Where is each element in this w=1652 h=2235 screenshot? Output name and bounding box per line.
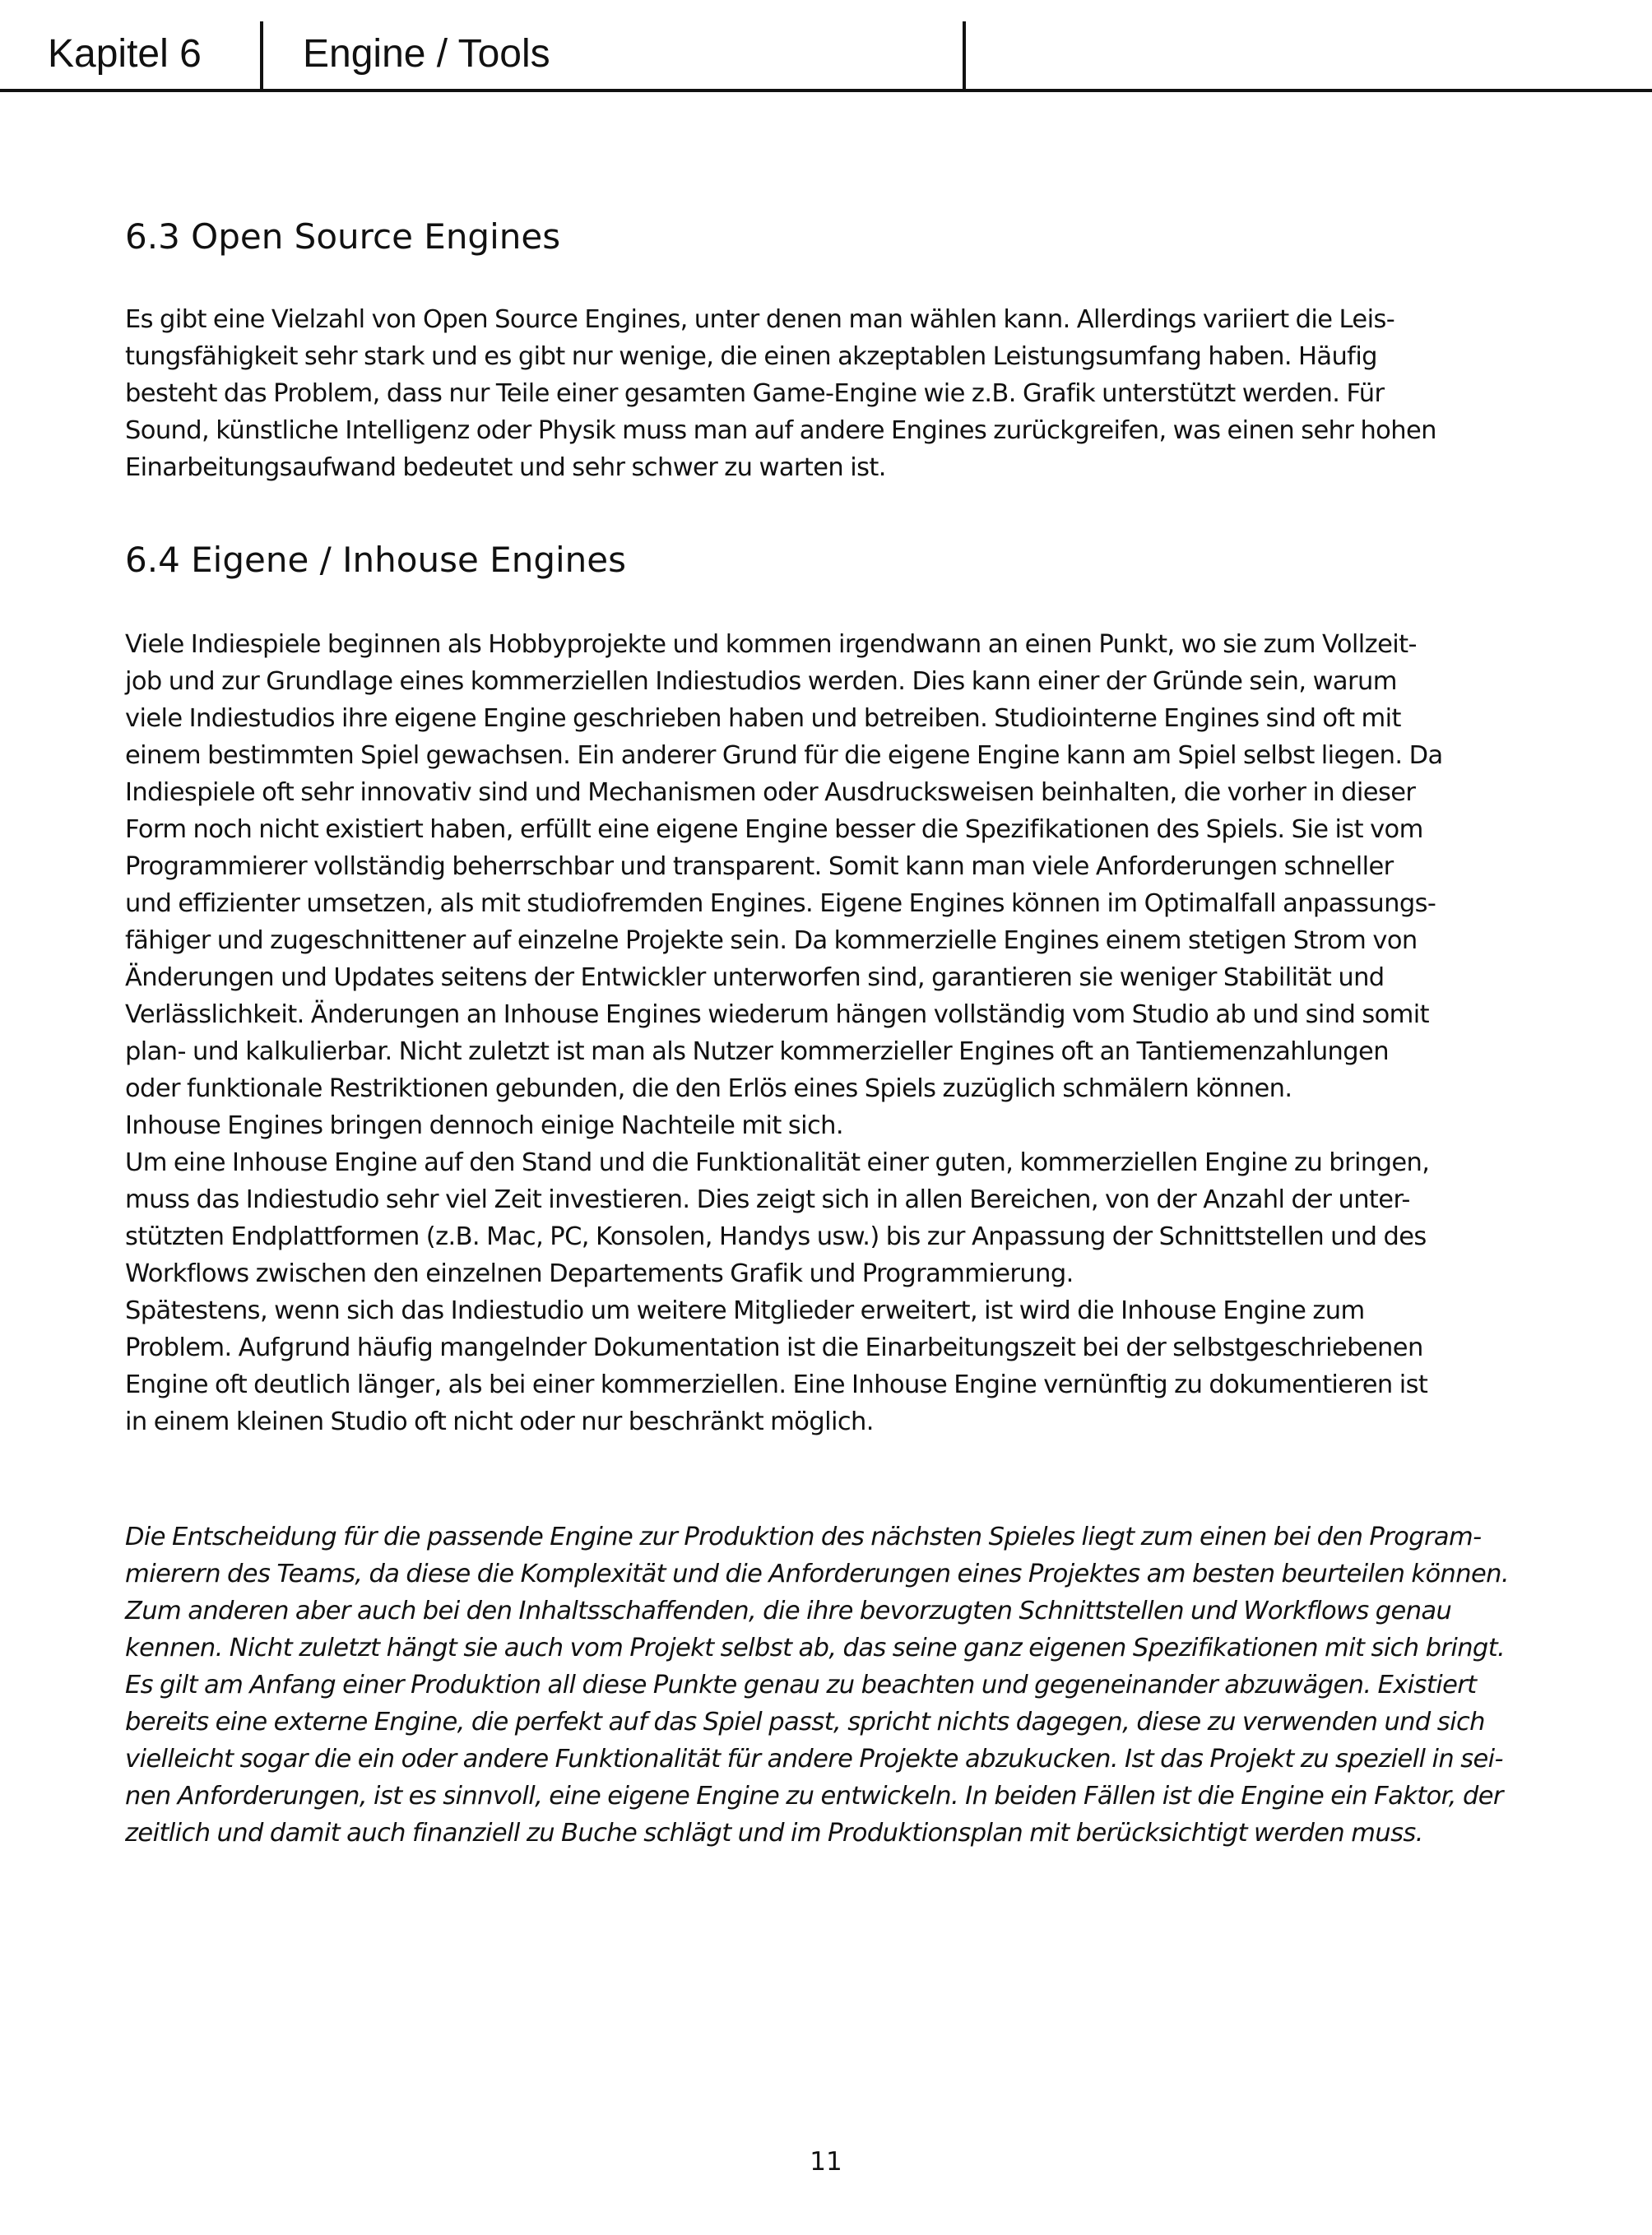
- text-line: besteht das Problem, dass nur Teile einer gesamten Game-Engine wie z.B. Grafik unterstützt werden. Für: [125, 379, 1385, 408]
- text-line: fähiger und zugeschnittener auf einzelne Projekte sein. Da kommerzielle Engines einem stetigen Strom von: [125, 926, 1418, 955]
- text-line: Es gibt eine Vielzahl von Open Source Engines, unter denen man wählen kann. Allerdings variiert die Leis-: [125, 305, 1395, 334]
- running-header: [0, 0, 1652, 92]
- text-line: kennen. Nicht zuletzt hängt sie auch vom Projekt selbst ab, das seine ganz eigenen Spezifikationen mit sich bringt.: [125, 1634, 1506, 1662]
- text-line: stützten Endplattformen (z.B. Mac, PC, Konsolen, Handys usw.) bis zur Anpassung der Schnittstellen und des: [125, 1222, 1427, 1251]
- text-line: muss das Indiestudio sehr viel Zeit investieren. Dies zeigt sich in allen Bereichen, von der Anzahl der unter-: [125, 1185, 1410, 1214]
- text-line: Zum anderen aber auch bei den Inhaltsschaffenden, die ihre bevorzugten Schnittstellen und Workflows genau: [125, 1597, 1452, 1625]
- text-line: Problem. Aufgrund häufig mangelnder Dokumentation ist die Einarbeitungszeit bei der selbstgeschriebenen: [125, 1333, 1423, 1362]
- paragraph-inhouse: [125, 626, 1527, 1440]
- text-line: Form noch nicht existiert haben, erfüllt eine eigene Engine besser die Spezifikationen des Spiels. Sie ist vom: [125, 815, 1423, 844]
- text-line: Inhouse Engines bringen dennoch einige Nachteile mit sich.: [125, 1111, 844, 1140]
- text-line: Um eine Inhouse Engine auf den Stand und die Funktionalität einer guten, kommerziellen Engine zu bringen,: [125, 1148, 1430, 1177]
- header-divider: [260, 21, 263, 92]
- text-line: Programmierer vollständig beherrschbar und transparent. Somit kann man viele Anforderungen schneller: [125, 852, 1394, 881]
- text-line: Die Entscheidung für die passende Engine zur Produktion des nächsten Spieles liegt zum einen bei den Program-: [125, 1523, 1482, 1551]
- text-line: Workflows zwischen den einzelnen Departements Grafik und Programmierung.: [125, 1259, 1074, 1288]
- paragraph-open-source: [125, 301, 1527, 486]
- page-number: 11: [810, 2147, 842, 2177]
- text-line: nen Anforderungen, ist es sinnvoll, eine eigene Engine zu entwickeln. In beiden Fällen ist die Engine ein Faktor, der: [125, 1782, 1503, 1811]
- text-line: Viele Indiespiele beginnen als Hobbyprojekte und kommen irgendwann an einen Punkt, wo sie zum Vollzeit-: [125, 630, 1417, 659]
- text-line: Verlässlichkeit. Änderungen an Inhouse Engines wiederum hängen vollständig vom Studio ab und sind somit: [125, 1000, 1430, 1029]
- text-line: bereits eine externe Engine, die perfekt auf das Spiel passt, spricht nichts dagegen, diese zu verwenden und sich: [125, 1708, 1485, 1737]
- text-line: plan- und kalkulierbar. Nicht zuletzt ist man als Nutzer kommerzieller Engines oft an Tantiemenzahlungen: [125, 1037, 1389, 1066]
- chapter-title: Engine / Tools: [303, 32, 550, 76]
- page-body: [125, 212, 1527, 1852]
- text-line: Engine oft deutlich länger, als bei einer kommerziellen. Eine Inhouse Engine vernünftig zu dokumentieren ist: [125, 1370, 1428, 1399]
- section-heading-open-source: 6.3 Open Source Engines: [125, 216, 561, 257]
- conclusion-paragraph: [125, 1519, 1527, 1852]
- text-line: Es gilt am Anfang einer Produktion all diese Punkte genau zu beachten und gegeneinander abzuwägen. Existiert: [125, 1671, 1477, 1699]
- text-line: mierern des Teams, da diese die Komplexität und die Anforderungen eines Projektes am besten beurteilen können.: [125, 1560, 1509, 1588]
- text-line: job und zur Grundlage eines kommerziellen Indiestudios werden. Dies kann einer der Gründe sein, warum: [125, 667, 1397, 696]
- section-heading-inhouse: 6.4 Eigene / Inhouse Engines: [125, 540, 626, 580]
- text-line: Spätestens, wenn sich das Indiestudio um weitere Mitglieder erweitert, ist wird die Inhouse Engine zum: [125, 1296, 1365, 1325]
- header-divider: [963, 21, 966, 92]
- text-line: Änderungen und Updates seitens der Entwickler unterworfen sind, garantieren sie weniger Stabilität und: [125, 963, 1385, 992]
- text-line: Indiespiele oft sehr innovativ sind und Mechanismen oder Ausdrucksweisen beinhalten, die vorher in dieser: [125, 778, 1416, 807]
- text-line: Sound, künstliche Intelligenz oder Physik muss man auf andere Engines zurückgreifen, was einen sehr hohen: [125, 416, 1436, 445]
- text-line: oder funktionale Restriktionen gebunden, die den Erlös eines Spiels zuzüglich schmälern können.: [125, 1074, 1292, 1103]
- text-line: viele Indiestudios ihre eigene Engine geschrieben haben und betreiben. Studiointerne Engines sind oft mit: [125, 704, 1401, 733]
- text-line: zeitlich und damit auch finanziell zu Buche schlägt und im Produktionsplan mit berücksichtigt werden muss.: [125, 1819, 1423, 1848]
- chapter-label: Kapitel 6: [48, 32, 202, 76]
- text-line: vielleicht sogar die ein oder andere Funktionalität für andere Projekte abzukucken. Ist das Projekt zu speziell in sei-: [125, 1745, 1503, 1774]
- text-line: tungsfähigkeit sehr stark und es gibt nur wenige, die einen akzeptablen Leistungsumfang haben. Häufig: [125, 342, 1377, 371]
- text-line: Einarbeitungsaufwand bedeutet und sehr schwer zu warten ist.: [125, 453, 886, 482]
- text-line: in einem kleinen Studio oft nicht oder nur beschränkt möglich.: [125, 1407, 874, 1436]
- text-line: einem bestimmten Spiel gewachsen. Ein anderer Grund für die eigene Engine kann am Spiel selbst liegen. Da: [125, 741, 1443, 770]
- text-line: und effizienter umsetzen, als mit studiofremden Engines. Eigene Engines können im Optimalfall anpassungs-: [125, 889, 1436, 918]
